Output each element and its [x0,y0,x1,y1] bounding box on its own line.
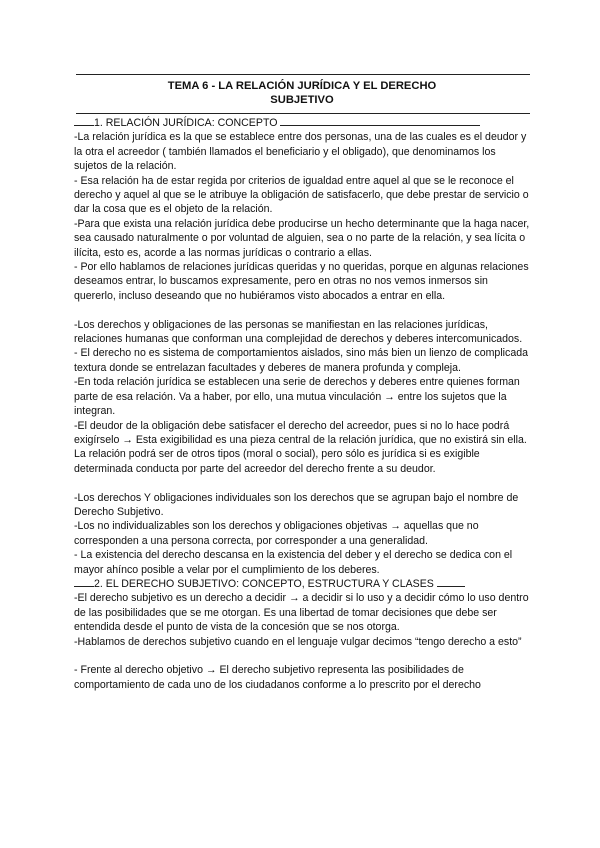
paragraph: - Por ello hablamos de relaciones jurídicas queridas y no queridas, porque en algunas relaciones deseamos entrar, lo buscamos expresamente, pero en otras no nos vemos inmersos sin quererlo, incluso deseando que no hubiéramos visto abocados a entrar en ella. [74,261,529,302]
paragraph: - El derecho no es sistema de comportamientos aislados, sino más bien un lienzo de complicada textura donde se entrelazan facultades y deberes de manera profunda y compleja. [74,347,529,374]
top-rule [76,74,530,75]
heading-lead-rule [74,577,94,587]
heading-fill-rule [437,577,465,587]
title-rule [76,113,530,114]
paragraph-gap [74,649,530,663]
paragraph-gap [74,303,530,317]
paragraph-gap [74,476,530,490]
paragraph: -La relación jurídica es la que se establece entre dos personas, una de las cuales es el deudor y la otra el acreedor ( también llamados el beneficiario y el obligado), que denominamos los sujetos de la relación. [74,131,527,173]
paragraph: -El derecho subjetivo es un derecho a decidir → a decidir si lo uso y a decidir cómo lo uso dentro de las posibilidades que se me otorgan. Es una libertad de tomar decisiones que debe ser entendida desde el punto de vista de la concesión que se nos otorga. [74,592,529,634]
paragraph: -Para que exista una relación jurídica debe producirse un hecho determinante que la haga nacer, sea causado naturalmente o por voluntad de alguien, sea o no parte de la relación, y sea lícita o ilícita, esto es, acorde a las normas jurídicas o contrario a ellas. [74,217,530,259]
section-2-heading: 2. EL DERECHO SUBJETIVO: CONCEPTO, ESTRUCTURA Y CLASES [74,577,530,591]
paragraph: -Los derechos y obligaciones de las personas se manifiestan en las relaciones jurídicas, relaciones humanas que conforman una complejidad de derechos y deberes intercomunicados. [74,318,523,346]
title-line-2: SUBJETIVO [270,94,334,106]
heading-fill-rule [280,116,480,126]
paragraph: - Frente al derecho objetivo → El derecho subjetivo representa las posibilidades de comportamiento de cada uno de los ciudadanos conforme a lo prescrito por el derecho [74,664,481,691]
heading-lead-rule [74,116,94,126]
section-1-heading: 1. RELACIÓN JURÍDICA: CONCEPTO [74,116,530,130]
paragraph: -Hablamos de derechos subjetivo cuando en el lenguaje vulgar decimos “tengo derecho a esto” [74,635,522,648]
paragraph: -Los no individualizables son los derechos y obligaciones objetivas → aquellas que no corresponden a una persona correcta, por corresponder a una generalidad. [74,520,479,547]
paragraph: -En toda relación jurídica se establecen una serie de derechos y deberes entre quienes forman parte de esa relación. Va a haber, por ello, una mutua vinculación → entre los sujetos que la integran. [74,376,520,418]
title-line-1: TEMA 6 - LA RELACIÓN JURÍDICA Y EL DERECHO [167,80,437,92]
document-title [74,79,530,107]
paragraph: - Esa relación ha de estar regida por criterios de igualdad entre aquel al que se le reconoce el derecho y aquel al que se le atribuye la obligación de satisfacerlo, que debe prestar de servicio o dar la cosa que es el objeto de la relación. [74,174,529,216]
paragraph: -El deudor de la obligación debe satisfacer el derecho del acreedor, pues si no lo hace podrá exigírselo → Esta exigibilidad es una pieza central de la relación jurídica, que no existirá sin ella. La relación podrá ser de otros tipos (moral o social), pero sólo es jurídica si es exigible determinada conducta por parte del acreedor del derecho frente a su deudor. [74,419,527,475]
document-body [74,116,530,692]
paragraph: - La existencia del derecho descansa en la existencia del deber y el derecho se dedica con el mayor ahínco posible a velar por el cumplimiento de los deberes. [74,549,513,576]
paragraph: -Los derechos Y obligaciones individuales son los derechos que se agrupan bajo el nombre de Derecho Subjetivo. [74,491,519,518]
